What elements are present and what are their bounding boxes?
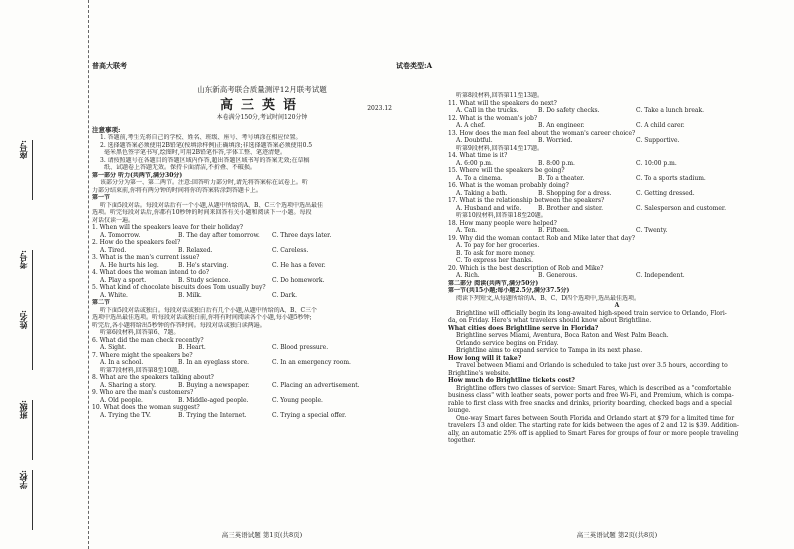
option-a: A. White. (100, 291, 128, 299)
question-stem: 15. Where will the speakers be going? (448, 167, 565, 174)
option-c: C. Supportive. (636, 137, 680, 144)
option-a: A. He hurts his leg. (100, 261, 159, 269)
question-stem: 18. How many people were helped? (448, 219, 557, 227)
question-stem: 1. When will the speakers leave for their holiday? (92, 224, 243, 231)
option-c: C. Trying a special offer. (272, 411, 347, 419)
option-b: B. Fifteen. (538, 227, 570, 234)
option-b: B. An engineer. (538, 122, 585, 129)
option-b: B. Buying a newspaper. (178, 381, 250, 389)
passage-line: One-way Smart fares between South Florida and Orlando start at $79 for a limited time for (456, 414, 735, 422)
option-b: B. He's starving. (178, 261, 229, 269)
question-stem: 16. What is the woman probably doing? (448, 182, 569, 189)
binding-strip (0, 0, 89, 549)
part2-sec1-title: 第一节(共15小题;每小题2.5分,满分37.5分) (448, 287, 570, 294)
school-line (32, 470, 33, 530)
option-a: A. Taking a bath. (456, 189, 508, 197)
option-c: C. Young people. (272, 396, 323, 404)
option-a: A. Sharing a story. (100, 381, 157, 389)
option-a: A. Ten. (456, 227, 478, 234)
passage-line: Travel between Miami and Orlando is scheduled to take just over 3.5 hours, according to (456, 362, 728, 369)
option-c: C. Twenty. (636, 227, 668, 234)
option-a: A. Tired. (100, 246, 127, 254)
class-label: 班级: (18, 400, 28, 419)
option-c: C. He has a fever. (272, 261, 326, 269)
option-a: A. Old people. (100, 396, 143, 404)
option-c: C. Dark. (272, 291, 297, 299)
listen-instruction: 听第7段材料,回答第8至10题。 (100, 366, 184, 374)
part2-sec1-intro: 阅读下列短文,从每题所给的A、B、C、D四个选项中,选出最佳选项。 (456, 294, 640, 302)
question-options (92, 344, 432, 352)
score-info: 本卷满分150分,考试时间120分钟 (216, 114, 308, 122)
option-a: A. Call in the trucks. (456, 107, 519, 114)
passage-line: travelers 13 and older. The starting rate for kids between the ages of 2 and 12 is $39. Addition- (448, 422, 739, 429)
exam-title: 山东新高考联合质量测评12月联考试题 (197, 84, 327, 94)
question-options (92, 397, 432, 405)
option-c: C. Blood pressure. (272, 344, 329, 351)
option-c: C. Do homework. (272, 276, 325, 284)
option-b: B. Relaxed. (178, 246, 213, 254)
sec2-intro: 听完后,各小题将给出5秒钟的作答时间。每段对话或独白读两遍。 (92, 321, 266, 329)
option-a: A. Tomorrow. (100, 231, 141, 239)
option-a: A. Doubtful. (456, 137, 493, 144)
option-b: B. Brother and sister. (538, 204, 604, 212)
page-header (92, 62, 432, 71)
option-c: C. Placing an advertisement. (272, 381, 360, 389)
exam-no-line (32, 250, 33, 310)
question-stem: 19. Why did the woman contact Rob and Mike later that day? (448, 234, 635, 242)
passage-line: Brightline will officially begin its long-awaited high-speed train service to Orlando, Flori- (456, 309, 727, 317)
question-stem: 5. What kind of chocolate biscuits does Tom usually buy? (92, 284, 266, 291)
option-c: C. Independent. (636, 272, 685, 279)
name-label: 姓名: (18, 310, 28, 329)
page-footer-1: 高三英语试题 第1页(共8页) (221, 530, 303, 539)
option-b: B. Middle-aged people. (178, 396, 249, 404)
exam-date: 2023.12 (367, 104, 392, 112)
question-stem: 8. What are the speakers talking about? (92, 374, 214, 381)
option-b: B. Trying the Internet. (178, 411, 247, 419)
question-stem: 17. What is the relationship between the speakers? (448, 197, 605, 204)
option-a: A. Trying the TV. (100, 411, 151, 419)
part1-title: 第一部分 听力(共两节,满分30分) (92, 171, 183, 179)
option-c: C. Salesperson and customer. (636, 204, 727, 212)
note-line: 2. 选择题答案必须使用2B铅笔(按填涂样例)正确填涂;非选择题答案必须使用0.5 (100, 141, 313, 149)
question-stem: 3. What is the man's current issue? (92, 254, 200, 261)
class-field (18, 400, 78, 460)
question-stem: 11. What will the speakers do next? (448, 99, 557, 107)
question-options (92, 262, 432, 270)
passage-heading: What cities does Brightline serve in Florida? (448, 324, 599, 332)
option-c: C. Careless. (272, 246, 309, 254)
school-field (18, 470, 78, 530)
passage-heading: How long will it take? (448, 354, 522, 362)
option-b: B. Study science. (178, 276, 231, 284)
notes-title: 注意事项: (92, 125, 121, 134)
sec2-intro: 选项中选出最佳选项。听每段对话或独白前,你将有时间阅读各个小题,每小题5秒钟; (92, 314, 312, 321)
question-options (92, 232, 432, 240)
question-options (448, 190, 786, 198)
passage-line: lounge. (448, 407, 471, 414)
passage-heading: How much do Brightline tickets cost? (448, 377, 575, 384)
passage-line: Orlando service begins on Friday. (456, 339, 559, 347)
question-options (92, 292, 432, 300)
sec2-title: 第二节 (92, 299, 111, 306)
subject-title: 高三英语 (219, 98, 304, 114)
passage-line: Brightline serves Miami, Aventura, Boca Raton and West Palm Beach. (456, 332, 669, 339)
note-line: 3. 请按照题号在各题目的答题区域内作答,超出答题区域书写的答案无效;在草稿 (100, 156, 310, 164)
option-a: A. To a cinema. (456, 174, 503, 182)
question-stem: 14. What time is it? (448, 152, 508, 159)
question-stem: 13. How does the man feel about the woman's career choice? (448, 129, 636, 137)
seat-line (32, 140, 33, 200)
passage-letter: A (614, 302, 620, 309)
question-stem: 7. Where might the speakers be? (92, 351, 193, 359)
question-options (448, 175, 786, 183)
question-options (448, 160, 786, 168)
question-stem: 10. What does the woman suggest? (92, 404, 200, 411)
question-options (448, 137, 786, 145)
option-b: B. Milk. (178, 291, 202, 299)
passage-line: Brightline aims to expand service to Tampa in its next phase. (456, 347, 643, 354)
listen-instruction: 听第10段材料,回答第18至20题。 (456, 212, 547, 219)
sec2-intro: 听下面5段对话或独白。每段对话或独白后有几个小题,从题中所给的A、B、C三个 (100, 306, 318, 314)
option-a: A. Play a sport. (100, 276, 147, 284)
passage-line: rable to first class with free snacks and drinks, priority boarding, checked bags and a special (448, 399, 732, 407)
option-c: C. 10:00 p.m. (636, 159, 677, 167)
option-b: B. To a theater. (538, 174, 585, 182)
page-1 (92, 0, 432, 549)
question-stem: 6. What did the man check recently? (92, 336, 204, 344)
option-b: B. Heart. (178, 344, 206, 351)
option-b: B. 8:00 p.m. (538, 159, 575, 167)
option-b: B. The day after tomorrow. (178, 231, 260, 239)
note-line: 纸、试题卷上答题无效。保持卡面清洁,不折叠、不破损。 (104, 164, 256, 171)
option-b: B. Worried. (538, 137, 573, 144)
option-a: A. To pay for her groceries. (456, 242, 540, 249)
option-c: C. Three days later. (272, 231, 332, 239)
option-a: A. Sight. (100, 344, 127, 351)
option-c: C. In an emergency room. (272, 359, 351, 366)
page-2 (448, 0, 786, 549)
question-options (448, 227, 786, 235)
option-b: B. Generous. (538, 272, 578, 279)
listen-instruction: 听第9段材料,回答第14至17题。 (456, 144, 543, 152)
note-line: 1. 答题前,考生先将自己的学校、姓名、班级、座号、考号填涂在相应位置。 (100, 134, 302, 141)
question-options (92, 247, 432, 255)
option-a: A. A chef. (456, 122, 486, 129)
listen-instruction: 听第8段材料,回答第11至13题。 (456, 92, 543, 99)
class-line (32, 400, 33, 460)
header-right: 试卷类型:A (395, 61, 432, 70)
question-options (448, 122, 786, 130)
sec1-intro: 听下面5段对话。每段对话后有一个小题,从题中所给的A、B、C三个选项中选出最佳 (100, 201, 324, 209)
question-stem: 4. What does the woman intend to do? (92, 269, 210, 276)
passage-line: da, on Friday. Here's what travelers should know about Brightline. (448, 317, 652, 324)
question-options (448, 107, 786, 115)
passage-line: Brightline offers two classes of service: Smart Fares, which is described as a "comfortable (456, 384, 732, 392)
passage-line: Brightline's website. (448, 369, 511, 377)
option-c: C. To a sports stadium. (636, 174, 706, 182)
question-options (92, 277, 432, 285)
question-stem: 9. Who are the man's customers? (92, 389, 194, 396)
passage-line: ally, an automatic 25% off is applied to Smart Fares for groups of four or more people traveling (448, 429, 739, 437)
seat-field (18, 140, 78, 200)
question-options (92, 382, 432, 390)
option-a: A. 6:00 p.m. (456, 159, 493, 167)
passage-line: business class" with leather seats, power ports and free Wi-Fi, and Premium, which is compa- (448, 392, 734, 399)
option-c: C. Take a lunch break. (636, 107, 705, 114)
question-stem: 20. Which is the best description of Rob and Mike? (448, 264, 604, 272)
option-a: A. Rich. (456, 272, 480, 279)
question-options (448, 272, 786, 280)
part1-intro: 力部分结束前,你将有两分钟的时间将你的答案转涂到答题卡上。 (92, 186, 262, 194)
subject-row (92, 98, 432, 114)
sec1-title: 第一节 (92, 194, 111, 201)
option-b: B. In an eyeglass store. (178, 359, 250, 366)
listen-instruction: 听第6段材料,回答第6、7题。 (100, 329, 180, 336)
exam-no-label: 考号: (18, 250, 28, 269)
option-a: A. Husband and wife. (456, 204, 522, 212)
question-options (448, 205, 786, 213)
name-field (18, 310, 78, 370)
option-b: B. Shopping for a dress. (538, 189, 612, 197)
school-label: 学校: (18, 470, 28, 489)
question-options (92, 412, 432, 420)
option-b: B. To ask for more money. (456, 249, 535, 257)
passage-line: together. (448, 437, 476, 444)
question-stem: 2. How do the speakers feel? (92, 239, 181, 246)
question-stem: 12. What is the woman's job? (448, 114, 538, 122)
page-footer-2: 高三英语试题 第2页(共8页) (576, 530, 658, 539)
sec1-intro: 对话仅读一遍。 (92, 216, 135, 224)
header-left: 普高大联考 (92, 61, 127, 70)
option-c: C. A child carer. (636, 122, 685, 129)
part1-intro: 该部分分为第一、第二两节。注意:回答听力部分时,请先将答案标在试卷上。听 (100, 179, 308, 186)
option-c: C. Getting dressed. (636, 189, 695, 197)
part2-title: 第二部分 阅读(共两节,满分50分) (448, 279, 539, 287)
exam-no-field (18, 250, 78, 310)
sec1-intro: 选项。听完每段对话后,你都有10秒钟的时间来回答有关小题和阅读下一小题。每段 (92, 209, 312, 216)
option-c: C. To express her thanks. (456, 257, 534, 264)
name-line (32, 310, 33, 370)
option-a: A. In a school. (100, 359, 144, 366)
note-line: 毫米黑色签字笔书写,绘图时,可用2B铅笔作答,字体工整、笔迹清楚。 (104, 149, 286, 156)
question-options (92, 359, 432, 367)
seat-label: 座号: (18, 140, 28, 159)
option-b: B. Do safety checks. (538, 107, 600, 114)
